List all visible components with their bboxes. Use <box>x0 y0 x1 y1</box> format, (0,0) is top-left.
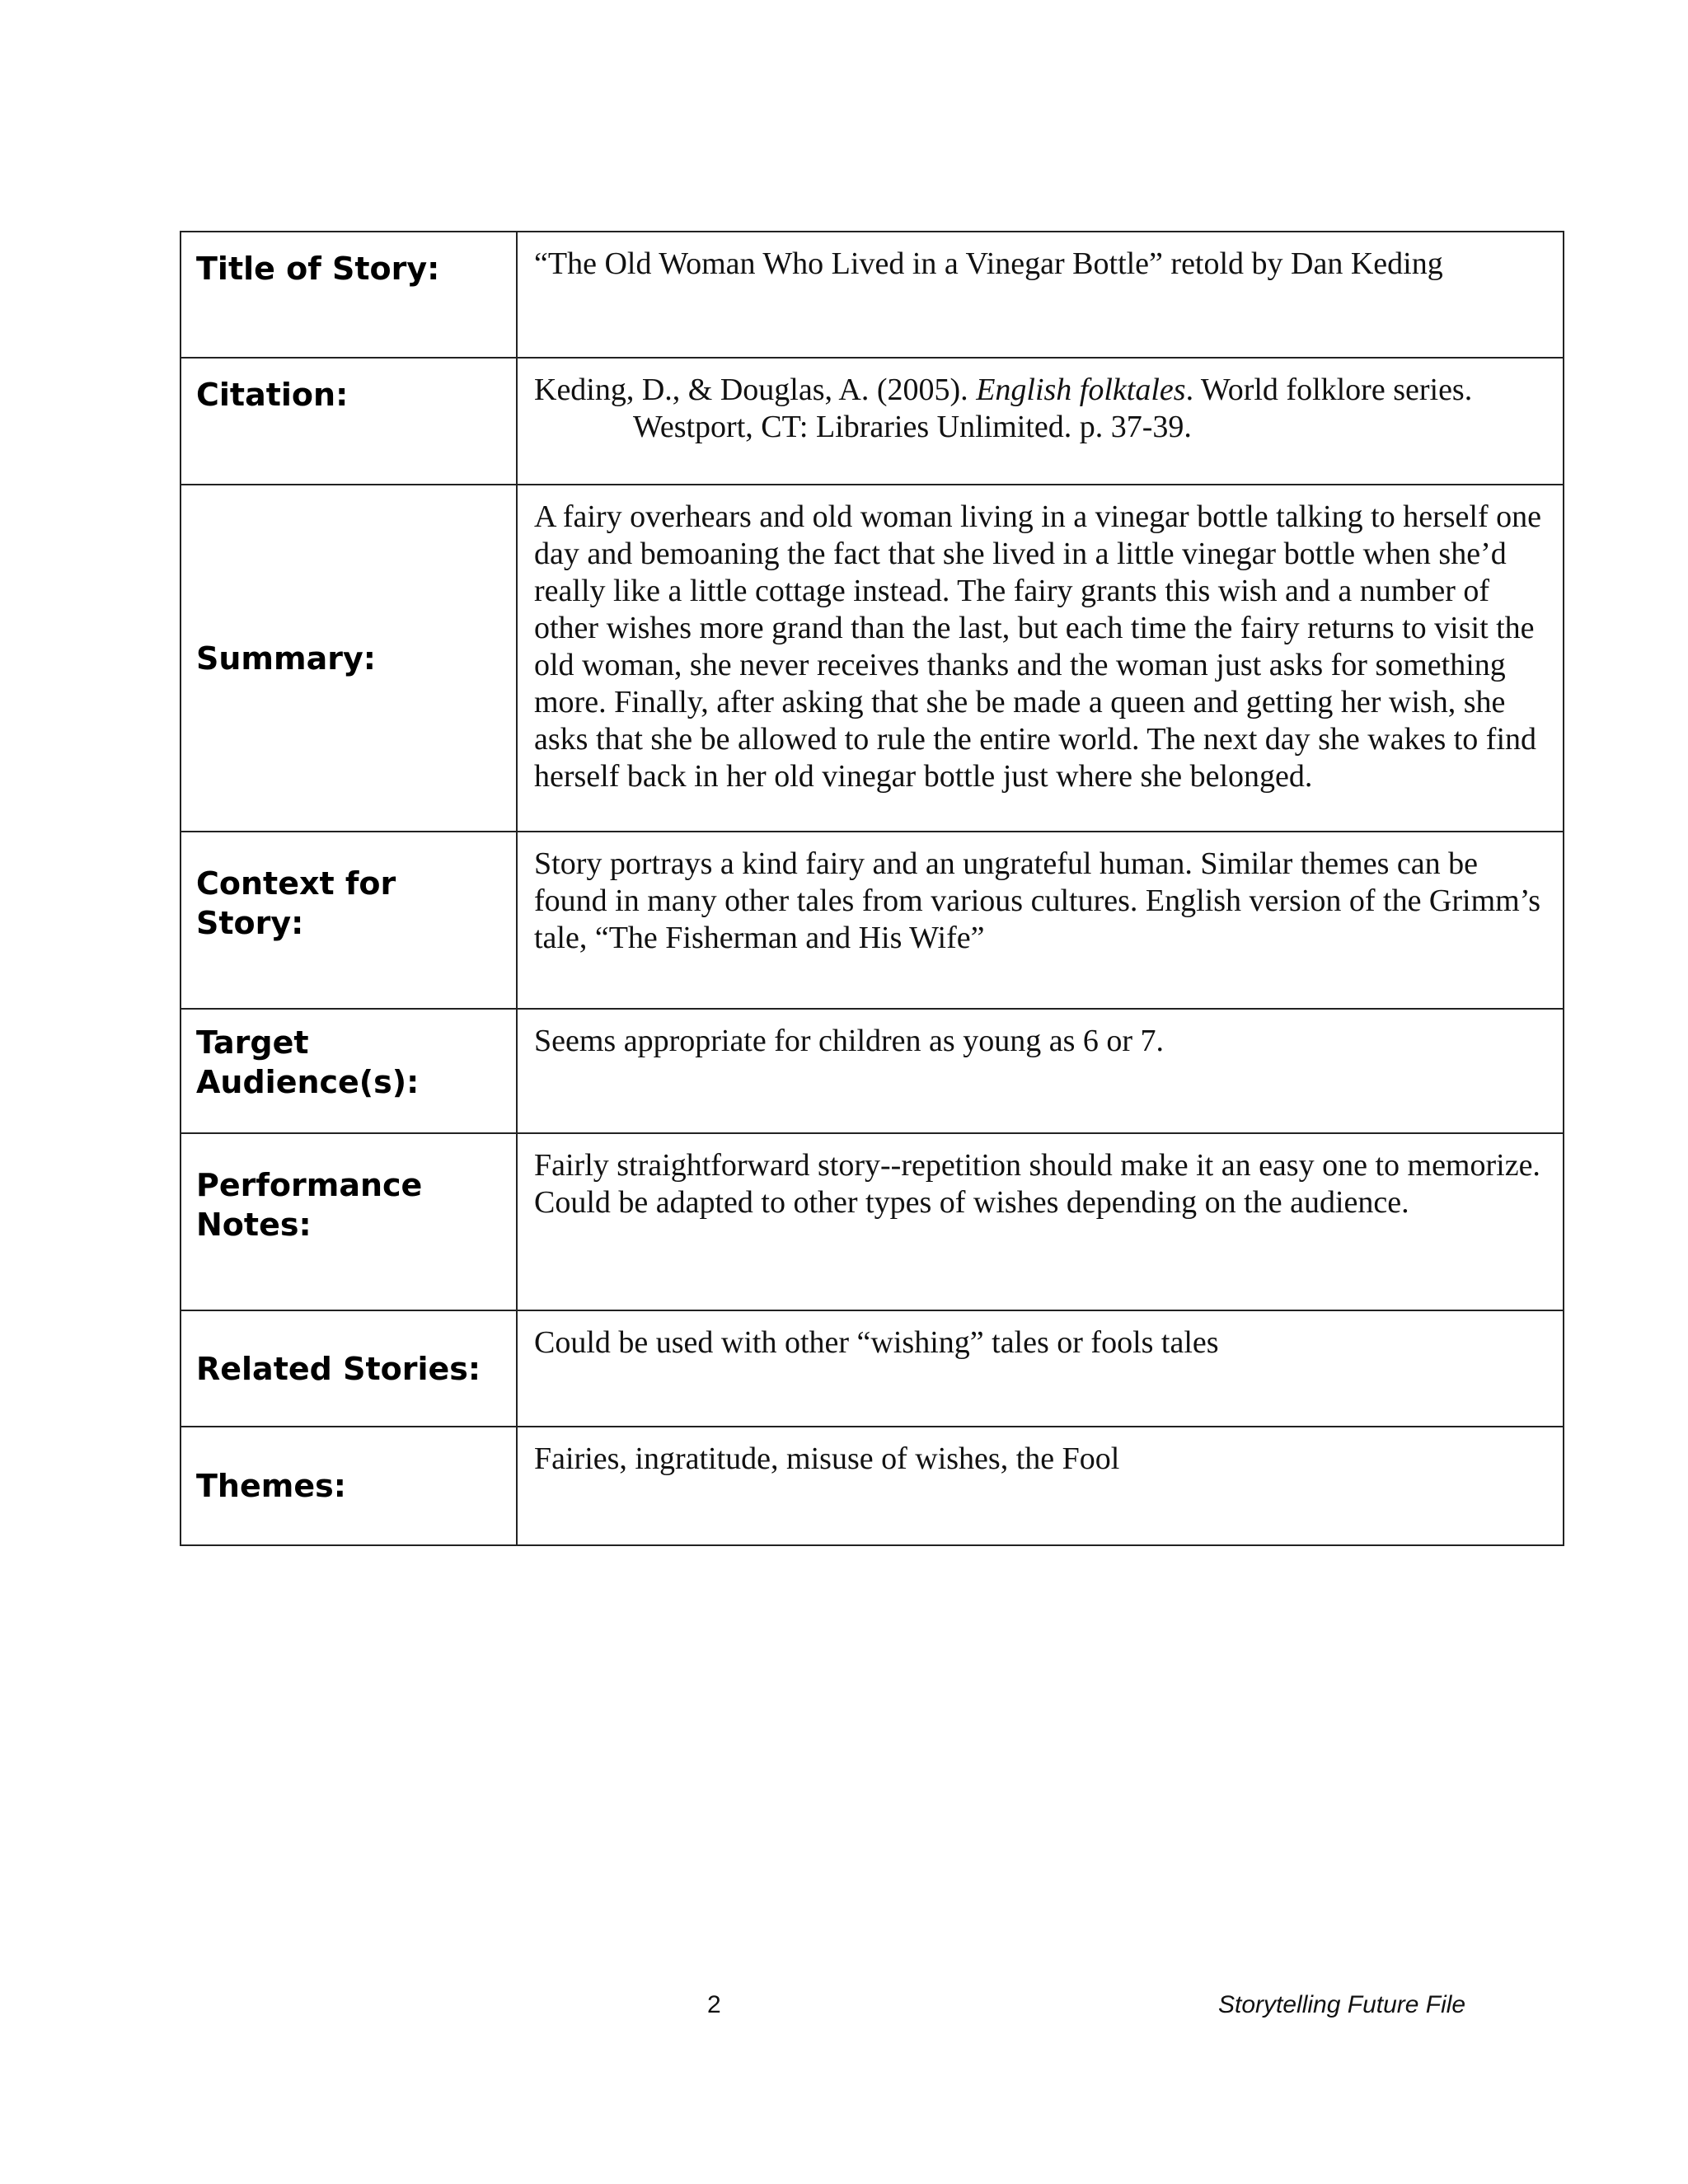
citation-line-2: Westport, CT: Libraries Unlimited. p. 37-39. <box>633 410 1192 444</box>
audience-row <box>181 1009 1564 1133</box>
audience-value: Seems appropriate for children as young as 6 or 7. <box>517 1009 1564 1133</box>
performance-label: Performance Notes: <box>181 1133 517 1310</box>
summary-label: Summary: <box>181 485 517 832</box>
citation-label: Citation: <box>181 358 517 485</box>
citation-line-1 <box>534 372 1546 409</box>
citation-book-title: English folktales <box>976 373 1186 407</box>
related-row <box>181 1310 1564 1427</box>
citation-authors: Keding, D., & Douglas, A. (2005). <box>534 373 977 407</box>
context-label: Context for Story: <box>181 832 517 1009</box>
title-label: Title of Story: <box>181 232 517 358</box>
themes-label: Themes: <box>181 1427 517 1545</box>
related-label: Related Stories: <box>181 1310 517 1427</box>
citation-series: . World folklore series. <box>1185 373 1473 407</box>
citation-value <box>517 358 1564 485</box>
themes-row <box>181 1427 1564 1545</box>
summary-row <box>181 485 1564 832</box>
page-number: 2 <box>707 1991 721 2018</box>
summary-value: A fairy overhears and old woman living in a vinegar bottle talking to herself one day and bemoaning the fact that she lived in a little vinegar bottle when she’d really like a little cottage instead. The fairy grants this wish and a number of other wishes more grand than the last, but each time the fairy returns to visit the old woman, she never receives thanks and the woman just asks for something more. Finally, after asking that she be made a queen and getting her wish, she asks that she be allowed to rule the entire world. The next day she wakes to find herself back in her old vinegar bottle just where she belonged. <box>517 485 1564 832</box>
story-info-table <box>180 231 1564 1546</box>
performance-value: Fairly straightforward story--repetition should make it an easy one to memorize. Could be adapted to other types of wishes depending on the audience. <box>517 1133 1564 1310</box>
audience-label: Target Audience(s): <box>181 1009 517 1133</box>
footer-document-title: Storytelling Future File <box>1218 1991 1466 2018</box>
context-value: Story portrays a kind fairy and an ungrateful human. Similar themes can be found in many other tales from various cultures. English version of the Grimm’s tale, “The Fisherman and His Wife” <box>517 832 1564 1009</box>
title-row <box>181 232 1564 358</box>
related-value: Could be used with other “wishing” tales or fools tales <box>517 1310 1564 1427</box>
performance-row <box>181 1133 1564 1310</box>
themes-value: Fairies, ingratitude, misuse of wishes, the Fool <box>517 1427 1564 1545</box>
context-row <box>181 832 1564 1009</box>
citation-row <box>181 358 1564 485</box>
title-value: “The Old Woman Who Lived in a Vinegar Bottle” retold by Dan Keding <box>517 232 1564 358</box>
